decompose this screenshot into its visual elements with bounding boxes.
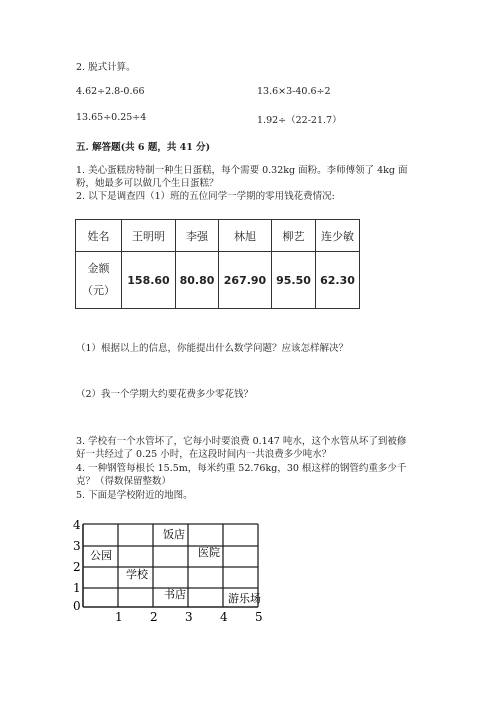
- table-header: 林旭: [219, 220, 272, 252]
- spending-table: [75, 219, 360, 309]
- table-cell: 62.30: [316, 252, 360, 309]
- table-header: 李强: [176, 220, 219, 252]
- table-cell: 158.60: [122, 252, 176, 309]
- x-tick: 2: [150, 610, 158, 624]
- school-area-map: [70, 515, 290, 625]
- expression-4: 1.92÷（22-21.7）: [257, 115, 342, 126]
- table-header: 王明明: [122, 220, 176, 252]
- table-cell: 267.90: [219, 252, 272, 309]
- table-cell: 80.80: [176, 252, 219, 309]
- table-header-row: [76, 220, 360, 252]
- question-1-line-1: 1. 美心蛋糕房特制一种生日蛋糕，每个需要 0.32kg 面粉。李师傅领了 4kg 面: [76, 165, 408, 176]
- place-park: 公园: [90, 549, 112, 562]
- question-5: 5. 下面是学校附近的地图。: [76, 490, 193, 501]
- section-2-title: 2. 脱式计算。: [76, 62, 136, 73]
- y-tick: 0: [73, 599, 81, 613]
- place-amusement-park: 游乐场: [228, 592, 261, 605]
- table-cell: 95.50: [272, 252, 316, 309]
- table-header: 柳艺: [272, 220, 316, 252]
- x-tick: 5: [255, 610, 263, 624]
- question-2: 2. 以下是调查四（1）班的五位同学一学期的零用钱花费情况:: [76, 191, 335, 202]
- expression-1: 4.62÷2.8-0.66: [76, 86, 145, 97]
- y-tick: 2: [73, 560, 81, 574]
- table-row: [76, 252, 360, 309]
- y-tick: 1: [73, 581, 81, 595]
- y-tick: 3: [73, 539, 81, 553]
- question-4-line-1: 4. 一种钢管每根长 15.5m，每米约重 52.76kg，30 根这样的钢管约重多少千: [76, 463, 407, 474]
- question-4-line-2: 克？（得数保留整数）: [76, 476, 172, 487]
- y-tick: 4: [73, 518, 81, 532]
- table-header: 连少敏: [316, 220, 360, 252]
- question-2-sub-1: （1）根据以上的信息，你能提出什么数学问题？应该怎样解决？: [76, 343, 349, 354]
- amount-label: 金额 （元）: [76, 252, 122, 309]
- question-3-line-2: 好一共经过了 0.25 小时，在这段时间内一共浪费多少吨水？: [76, 449, 332, 460]
- question-3-line-1: 3. 学校有一个水管坏了，它每小时要浪费 0.147 吨水，这个水管从坏了到被修: [76, 436, 407, 447]
- section-5-title: 五. 解答题(共 6 题，共 41 分): [76, 142, 211, 153]
- expression-3: 13.65÷0.25÷4: [76, 112, 147, 123]
- place-restaurant: 饭店: [163, 528, 185, 541]
- place-hospital: 医院: [198, 546, 220, 559]
- question-1-line-2: 粉，她最多可以做几个生日蛋糕？: [76, 178, 219, 189]
- place-bookstore: 书店: [164, 588, 186, 601]
- question-2-sub-2: （2）我一个学期大约要花费多少零花钱？: [76, 389, 254, 400]
- place-school: 学校: [126, 568, 148, 581]
- expression-2: 13.6×3-40.6÷2: [257, 86, 331, 97]
- table-header: 姓名: [76, 220, 122, 252]
- x-tick: 3: [185, 610, 193, 624]
- x-tick: 1: [115, 610, 123, 624]
- x-tick: 4: [220, 610, 228, 624]
